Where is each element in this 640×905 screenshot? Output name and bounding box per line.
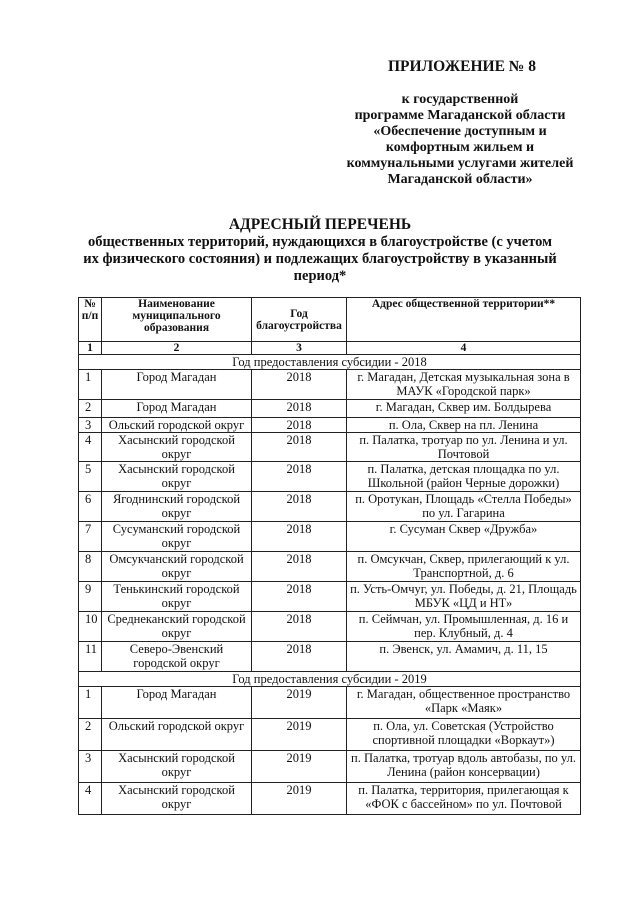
- row-municipality: Сусуманский городской округ: [102, 522, 252, 552]
- row-year: 2019: [252, 719, 347, 751]
- row-number: 4: [79, 433, 102, 462]
- row-year: 2018: [252, 582, 347, 612]
- appendix-block: [330, 58, 590, 188]
- appendix-line: коммунальными услугами жителей: [346, 156, 574, 171]
- row-year: 2019: [252, 783, 347, 815]
- row-address: п. Омсукчан, Сквер, прилегающий к ул. Транспортной, д. 6: [347, 552, 581, 582]
- row-year: 2019: [252, 687, 347, 719]
- header-municipality: Наименование муниципального образования: [102, 298, 252, 342]
- table-row: [79, 370, 581, 400]
- index-cell: 3: [252, 342, 347, 355]
- row-number: 2: [79, 400, 102, 418]
- appendix-line: «Обеспечение доступным и: [373, 124, 547, 139]
- row-year: 2018: [252, 612, 347, 642]
- row-number: 3: [79, 418, 102, 433]
- row-address: г. Магадан, Детская музыкальная зона в МАУК «Городской парк»: [347, 370, 581, 400]
- row-number: 4: [79, 783, 102, 815]
- row-municipality: Хасынский городской округ: [102, 751, 252, 783]
- row-year: 2019: [252, 751, 347, 783]
- document-title: АДРЕСНЫЙ ПЕРЕЧЕНЬ: [228, 216, 412, 233]
- row-municipality: Хасынский городской округ: [102, 783, 252, 815]
- document-subtitle-line: период*: [293, 268, 347, 284]
- index-cell: 1: [79, 342, 102, 355]
- row-municipality: Северо-Эвенский городской округ: [102, 642, 252, 672]
- row-year: 2018: [252, 492, 347, 522]
- table-row: [79, 642, 581, 672]
- table-row: [79, 783, 581, 815]
- section-row: [79, 355, 581, 370]
- row-year: 2018: [252, 418, 347, 433]
- index-cell: 4: [347, 342, 581, 355]
- row-address: п. Палатка, детская площадка по ул. Школьной (район Черные дорожки): [347, 462, 581, 492]
- row-number: 8: [79, 552, 102, 582]
- header-address: Адрес общественной территории**: [347, 298, 581, 342]
- table-body: [79, 355, 581, 815]
- header-year: Год благоустройства: [252, 298, 347, 342]
- row-number: 6: [79, 492, 102, 522]
- section-label: Год предоставления субсидии - 2018: [79, 355, 581, 370]
- table-row: [79, 492, 581, 522]
- table-row: [79, 582, 581, 612]
- row-municipality: Ягоднинский городской округ: [102, 492, 252, 522]
- appendix-line: Магаданской области»: [387, 172, 533, 187]
- row-year: 2018: [252, 462, 347, 492]
- row-municipality: Тенькинский городской округ: [102, 582, 252, 612]
- document-heading: [0, 216, 640, 285]
- row-year: 2018: [252, 642, 347, 672]
- row-address: п. Палатка, тротуар вдоль автобазы, по ул. Ленина (район консервации): [347, 751, 581, 783]
- row-number: 3: [79, 751, 102, 783]
- row-municipality: Хасынский городской округ: [102, 433, 252, 462]
- row-year: 2018: [252, 433, 347, 462]
- row-number: 9: [79, 582, 102, 612]
- row-address: п. Усть-Омчуг, ул. Победы, д. 21, Площадь МБУК «ЦД и НТ»: [347, 582, 581, 612]
- table-row: [79, 719, 581, 751]
- row-year: 2018: [252, 552, 347, 582]
- row-address: п. Сеймчан, ул. Промышленная, д. 16 и пер. Клубный, д. 4: [347, 612, 581, 642]
- table-row: [79, 433, 581, 462]
- document-subtitle-line: общественных территорий, нуждающихся в благоустройстве (с учетом: [87, 234, 553, 250]
- row-municipality: Ольский городской округ: [102, 418, 252, 433]
- table-row: [79, 522, 581, 552]
- row-year: 2018: [252, 400, 347, 418]
- row-number: 11: [79, 642, 102, 672]
- section-label: Год предоставления субсидии - 2019: [79, 672, 581, 687]
- row-address: п. Оротукан, Площадь «Стелла Победы» по ул. Гагарина: [347, 492, 581, 522]
- row-address: п. Ола, ул. Советская (Устройство спортивной площадки «Воркаут»): [347, 719, 581, 751]
- row-address: п. Палатка, тротуар по ул. Ленина и ул. Почтовой: [347, 433, 581, 462]
- row-number: 5: [79, 462, 102, 492]
- section-row: [79, 672, 581, 687]
- row-municipality: Город Магадан: [102, 687, 252, 719]
- row-number: 1: [79, 687, 102, 719]
- table-row: [79, 462, 581, 492]
- row-municipality: Город Магадан: [102, 400, 252, 418]
- table-row: [79, 687, 581, 719]
- row-municipality: Омсукчанский городской округ: [102, 552, 252, 582]
- row-municipality: Ольский городской округ: [102, 719, 252, 751]
- row-address: п. Палатка, территория, прилегающая к «ФОК с бассейном» по ул. Почтовой: [347, 783, 581, 815]
- row-address: п. Ола, Сквер на пл. Ленина: [347, 418, 581, 433]
- row-number: 2: [79, 719, 102, 751]
- row-address: г. Магадан, общественное пространство «Парк «Маяк»: [347, 687, 581, 719]
- table-row: [79, 418, 581, 433]
- row-year: 2018: [252, 522, 347, 552]
- row-address: п. Эвенск, ул. Амамич, д. 11, 15: [347, 642, 581, 672]
- row-number: 10: [79, 612, 102, 642]
- address-table: [78, 297, 581, 815]
- table-row: [79, 400, 581, 418]
- row-year: 2018: [252, 370, 347, 400]
- appendix-title: ПРИЛОЖЕНИЕ № 8: [388, 58, 536, 75]
- row-address: г. Магадан, Сквер им. Болдырева: [347, 400, 581, 418]
- appendix-line: к государственной: [401, 92, 519, 107]
- index-cell: 2: [102, 342, 252, 355]
- appendix-line: программе Магаданской области: [354, 108, 566, 123]
- row-address: г. Сусуман Сквер «Дружба»: [347, 522, 581, 552]
- row-municipality: Город Магадан: [102, 370, 252, 400]
- table-row: [79, 552, 581, 582]
- row-number: 7: [79, 522, 102, 552]
- header-number: № п/п: [79, 298, 102, 342]
- row-municipality: Среднеканский городской округ: [102, 612, 252, 642]
- row-number: 1: [79, 370, 102, 400]
- document-subtitle-line: их физического состояния) и подлежащих благоустройству в указанный: [83, 251, 557, 267]
- table-row: [79, 751, 581, 783]
- appendix-line: комфортным жильем и: [385, 140, 535, 155]
- table-row: [79, 612, 581, 642]
- row-municipality: Хасынский городской округ: [102, 462, 252, 492]
